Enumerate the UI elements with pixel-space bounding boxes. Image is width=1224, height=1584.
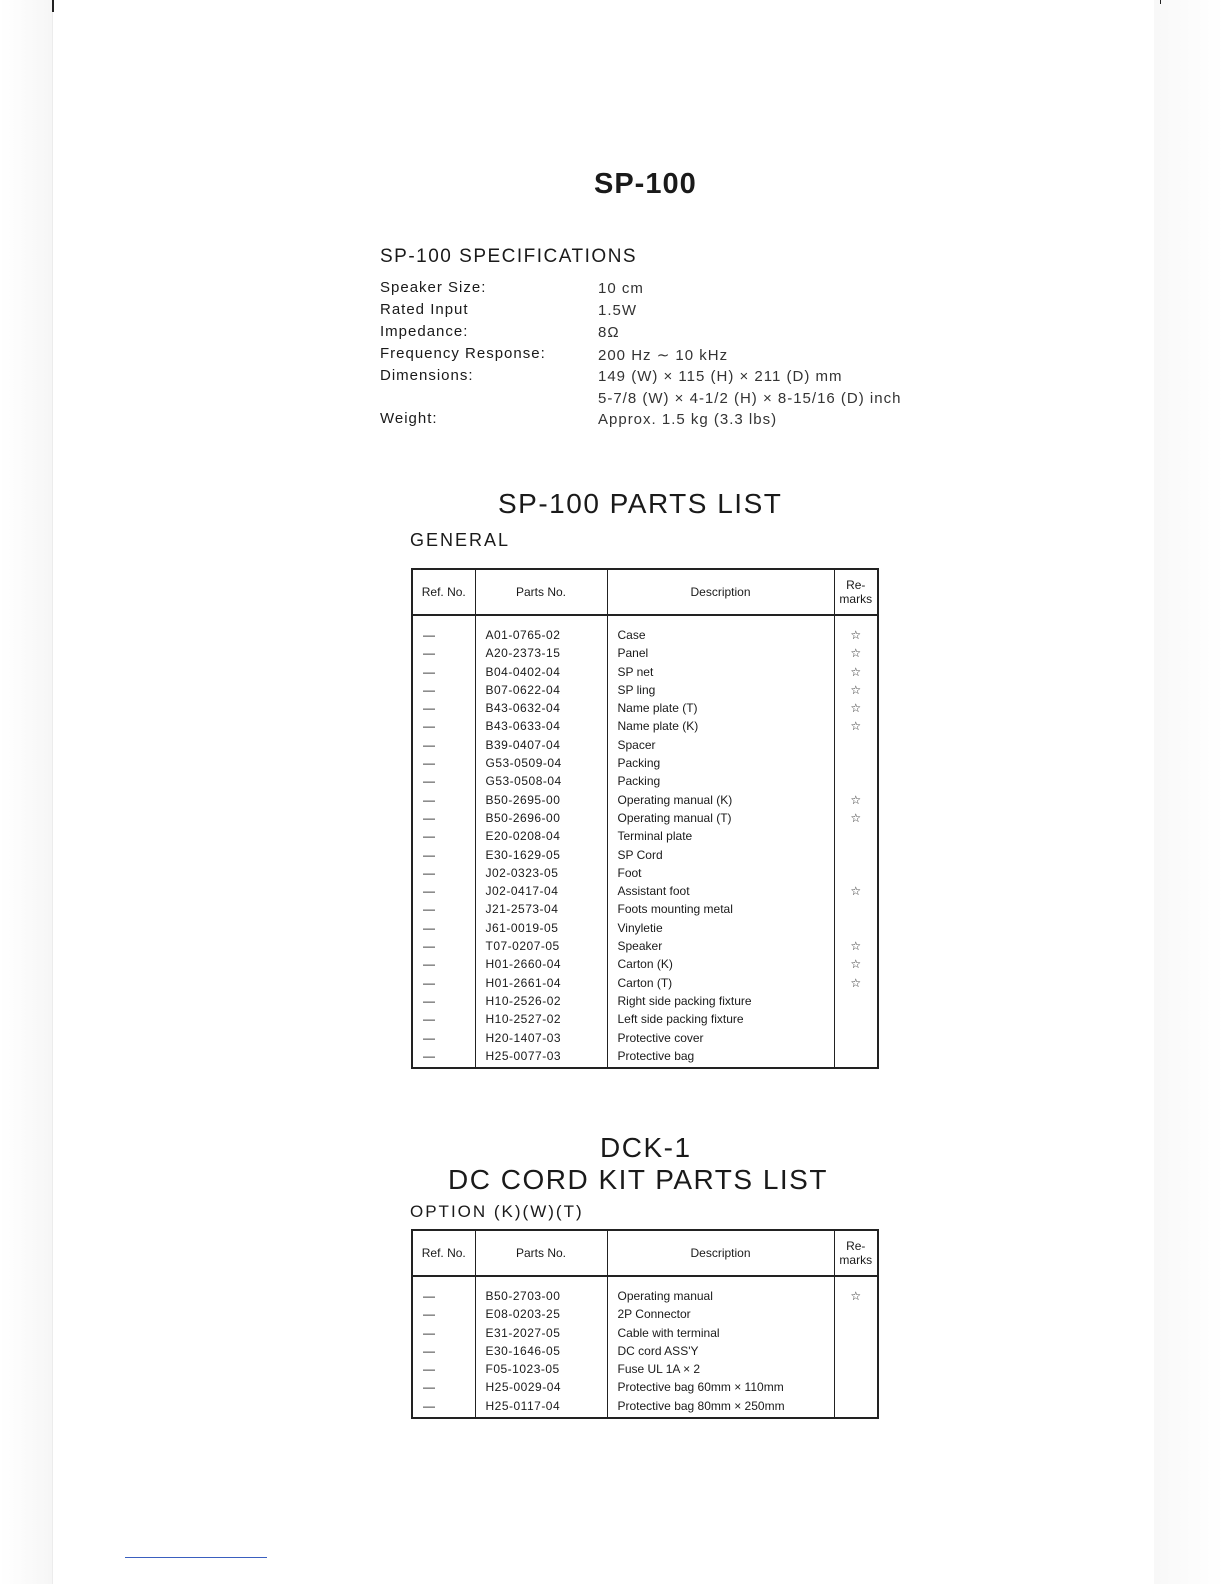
parts-no-cell: H25-0077-03	[475, 1047, 607, 1065]
table-header-row	[412, 569, 878, 615]
specifications-title: SP-100 SPECIFICATIONS	[380, 246, 638, 267]
spec-value: 1.5W	[598, 302, 638, 319]
parts-no-cell: E31-2027-05	[475, 1324, 607, 1342]
crop-mark-left	[52, 0, 54, 12]
table-row	[412, 754, 878, 772]
ref-no-cell: —	[412, 937, 475, 955]
header-remarks	[834, 1230, 878, 1276]
ref-no-cell: —	[412, 736, 475, 754]
table-header-row	[412, 1230, 878, 1276]
description-cell: Operating manual (K)	[607, 791, 834, 809]
description-cell: Assistant foot	[607, 882, 834, 900]
header-remarks-line2: marks	[839, 1253, 873, 1267]
table-row	[412, 992, 878, 1010]
table-row	[412, 1010, 878, 1028]
table-row	[412, 681, 878, 699]
remarks-cell: ☆	[834, 882, 878, 900]
remarks-cell	[834, 1010, 878, 1028]
ref-no-cell: —	[412, 754, 475, 772]
parts-no-cell: B50-2696-00	[475, 809, 607, 827]
ref-no-cell: —	[412, 1287, 475, 1305]
description-cell: Name plate (T)	[607, 699, 834, 717]
ref-no-cell: —	[412, 992, 475, 1010]
table-row	[412, 1047, 878, 1065]
ref-no-cell: —	[412, 626, 475, 644]
header-description: Description	[607, 1230, 834, 1276]
table-row	[412, 717, 878, 735]
ref-no-cell: —	[412, 919, 475, 937]
description-cell: Operating manual (T)	[607, 809, 834, 827]
parts-no-cell: B39-0407-04	[475, 736, 607, 754]
remarks-cell: ☆	[834, 663, 878, 681]
parts-no-cell: B43-0633-04	[475, 717, 607, 735]
description-cell: SP net	[607, 663, 834, 681]
remarks-cell: ☆	[834, 791, 878, 809]
description-cell: Spacer	[607, 736, 834, 754]
table-row	[412, 809, 878, 827]
ref-no-cell: —	[412, 663, 475, 681]
header-remarks-line1: Re-	[846, 1239, 866, 1253]
remarks-cell	[834, 1047, 878, 1065]
description-cell: Protective cover	[607, 1029, 834, 1047]
remarks-cell	[834, 919, 878, 937]
ref-no-cell: —	[412, 1029, 475, 1047]
spec-label: Weight:	[380, 410, 438, 427]
description-cell: Carton (K)	[607, 955, 834, 973]
spec-label: Frequency Response:	[380, 345, 546, 362]
remarks-cell	[834, 754, 878, 772]
remarks-cell: ☆	[834, 1287, 878, 1305]
description-cell: Packing	[607, 772, 834, 790]
table-row	[412, 882, 878, 900]
ref-no-cell: —	[412, 717, 475, 735]
spec-value: 10 cm	[598, 280, 644, 297]
description-cell: DC cord ASS'Y	[607, 1342, 834, 1360]
remarks-cell	[834, 1305, 878, 1323]
table-row	[412, 900, 878, 918]
table-row	[412, 1342, 878, 1360]
table-row	[412, 937, 878, 955]
spec-label: Dimensions:	[380, 367, 474, 384]
remarks-cell: ☆	[834, 955, 878, 973]
table-row	[412, 864, 878, 882]
spec-value: Approx. 1.5 kg (3.3 lbs)	[598, 411, 778, 428]
parts-list-title: SP-100 PARTS LIST	[498, 488, 783, 519]
dck-list-subtitle: OPTION (K)(W)(T)	[410, 1202, 584, 1221]
parts-no-cell: E08-0203-25	[475, 1305, 607, 1323]
header-description: Description	[607, 569, 834, 615]
parts-no-cell: G53-0508-04	[475, 772, 607, 790]
remarks-cell: ☆	[834, 717, 878, 735]
parts-no-cell: A20-2373-15	[475, 644, 607, 662]
remarks-cell: ☆	[834, 644, 878, 662]
remarks-cell	[834, 736, 878, 754]
ref-no-cell: —	[412, 791, 475, 809]
ref-no-cell: —	[412, 974, 475, 992]
parts-no-cell: H10-2527-02	[475, 1010, 607, 1028]
parts-no-cell: J61-0019-05	[475, 919, 607, 937]
description-cell: Left side packing fixture	[607, 1010, 834, 1028]
ref-no-cell: —	[412, 1305, 475, 1323]
page-title: SP-100	[594, 168, 697, 200]
remarks-cell: ☆	[834, 626, 878, 644]
header-ref-no: Ref. No.	[412, 1230, 475, 1276]
table-row	[412, 827, 878, 845]
parts-no-cell: F05-1023-05	[475, 1360, 607, 1378]
spec-value: 5-7/8 (W) × 4-1/2 (H) × 8-15/16 (D) inch	[598, 390, 902, 407]
ref-no-cell: —	[412, 900, 475, 918]
description-cell: Panel	[607, 644, 834, 662]
parts-no-cell: H01-2661-04	[475, 974, 607, 992]
spec-value: 149 (W) × 115 (H) × 211 (D) mm	[598, 368, 843, 385]
ref-no-cell: —	[412, 1397, 475, 1415]
parts-no-cell: H25-0117-04	[475, 1397, 607, 1415]
header-parts-no: Parts No.	[475, 569, 607, 615]
description-cell: Right side packing fixture	[607, 992, 834, 1010]
ref-no-cell: —	[412, 644, 475, 662]
remarks-cell	[834, 1342, 878, 1360]
parts-no-cell: B04-0402-04	[475, 663, 607, 681]
description-cell: SP ling	[607, 681, 834, 699]
parts-no-cell: B50-2695-00	[475, 791, 607, 809]
parts-no-cell: J02-0417-04	[475, 882, 607, 900]
ref-no-cell: —	[412, 1378, 475, 1396]
remarks-cell: ☆	[834, 937, 878, 955]
dck-model-title: DCK-1	[600, 1132, 692, 1163]
ref-no-cell: —	[412, 772, 475, 790]
remarks-cell: ☆	[834, 809, 878, 827]
parts-no-cell: H10-2526-02	[475, 992, 607, 1010]
table-row	[412, 1397, 878, 1415]
remarks-cell: ☆	[834, 974, 878, 992]
parts-no-cell: E30-1629-05	[475, 846, 607, 864]
ref-no-cell: —	[412, 1324, 475, 1342]
description-cell: Fuse UL 1A × 2	[607, 1360, 834, 1378]
remarks-cell: ☆	[834, 681, 878, 699]
crop-mark-right	[1160, 0, 1161, 4]
dck-parts-table	[411, 1229, 879, 1419]
general-parts-table	[411, 568, 879, 1069]
dck-list-title: DC CORD KIT PARTS LIST	[448, 1164, 828, 1195]
header-parts-no: Parts No.	[475, 1230, 607, 1276]
table-row	[412, 1378, 878, 1396]
description-cell: 2P Connector	[607, 1305, 834, 1323]
description-cell: Foot	[607, 864, 834, 882]
remarks-cell	[834, 846, 878, 864]
parts-no-cell: E20-0208-04	[475, 827, 607, 845]
description-cell: Protective bag	[607, 1047, 834, 1065]
spec-label: Rated Input	[380, 301, 469, 318]
description-cell: Packing	[607, 754, 834, 772]
table-row	[412, 919, 878, 937]
ref-no-cell: —	[412, 1360, 475, 1378]
table-row	[412, 626, 878, 644]
description-cell: Vinyletie	[607, 919, 834, 937]
ref-no-cell: —	[412, 681, 475, 699]
description-cell: Name plate (K)	[607, 717, 834, 735]
table-row	[412, 663, 878, 681]
table-row	[412, 1305, 878, 1323]
ref-no-cell: —	[412, 1010, 475, 1028]
parts-list-subtitle: GENERAL	[410, 530, 511, 550]
table-row	[412, 1287, 878, 1305]
remarks-cell	[834, 1324, 878, 1342]
ref-no-cell: —	[412, 809, 475, 827]
remarks-cell	[834, 1378, 878, 1396]
description-cell: Protective bag 60mm × 110mm	[607, 1378, 834, 1396]
parts-no-cell: J02-0323-05	[475, 864, 607, 882]
table-row	[412, 974, 878, 992]
parts-no-cell: G53-0509-04	[475, 754, 607, 772]
remarks-cell	[834, 992, 878, 1010]
remarks-cell: ☆	[834, 699, 878, 717]
description-cell: Terminal plate	[607, 827, 834, 845]
description-cell: Foots mounting metal	[607, 900, 834, 918]
parts-no-cell: H20-1407-03	[475, 1029, 607, 1047]
parts-no-cell: B07-0622-04	[475, 681, 607, 699]
spec-value: 8Ω	[598, 324, 620, 341]
parts-no-cell: J21-2573-04	[475, 900, 607, 918]
parts-no-cell: E30-1646-05	[475, 1342, 607, 1360]
ref-no-cell: —	[412, 1342, 475, 1360]
table-row	[412, 736, 878, 754]
header-ref-no: Ref. No.	[412, 569, 475, 615]
remarks-cell	[834, 1029, 878, 1047]
table-row	[412, 1360, 878, 1378]
parts-no-cell: A01-0765-02	[475, 626, 607, 644]
spec-value: 200 Hz ∼ 10 kHz	[598, 347, 729, 364]
remarks-cell	[834, 1360, 878, 1378]
description-cell: Case	[607, 626, 834, 644]
table-row	[412, 699, 878, 717]
remarks-cell	[834, 772, 878, 790]
description-cell: Operating manual	[607, 1287, 834, 1305]
header-remarks	[834, 569, 878, 615]
remarks-cell	[834, 900, 878, 918]
ref-no-cell: —	[412, 827, 475, 845]
table-row	[412, 955, 878, 973]
description-cell: SP Cord	[607, 846, 834, 864]
ref-no-cell: —	[412, 1047, 475, 1065]
table-row	[412, 791, 878, 809]
header-remarks-line1: Re-	[846, 578, 866, 592]
description-cell: Carton (T)	[607, 974, 834, 992]
ref-no-cell: —	[412, 699, 475, 717]
spec-label: Speaker Size:	[380, 279, 487, 296]
footer-rule	[125, 1557, 267, 1558]
table-row	[412, 1029, 878, 1047]
parts-no-cell: B50-2703-00	[475, 1287, 607, 1305]
ref-no-cell: —	[412, 864, 475, 882]
remarks-cell	[834, 1397, 878, 1415]
parts-no-cell: B43-0632-04	[475, 699, 607, 717]
header-remarks-line2: marks	[839, 592, 873, 606]
description-cell: Protective bag 80mm × 250mm	[607, 1397, 834, 1415]
table-row	[412, 846, 878, 864]
ref-no-cell: —	[412, 955, 475, 973]
table-row	[412, 1324, 878, 1342]
table-row	[412, 772, 878, 790]
parts-no-cell: H01-2660-04	[475, 955, 607, 973]
description-cell: Speaker	[607, 937, 834, 955]
remarks-cell	[834, 827, 878, 845]
remarks-cell	[834, 864, 878, 882]
parts-no-cell: H25-0029-04	[475, 1378, 607, 1396]
spec-label: Impedance:	[380, 323, 469, 340]
ref-no-cell: —	[412, 882, 475, 900]
table-row	[412, 644, 878, 662]
scan-edge-right	[1154, 0, 1224, 1584]
scan-edge-left	[0, 0, 53, 1584]
parts-no-cell: T07-0207-05	[475, 937, 607, 955]
description-cell: Cable with terminal	[607, 1324, 834, 1342]
ref-no-cell: —	[412, 846, 475, 864]
